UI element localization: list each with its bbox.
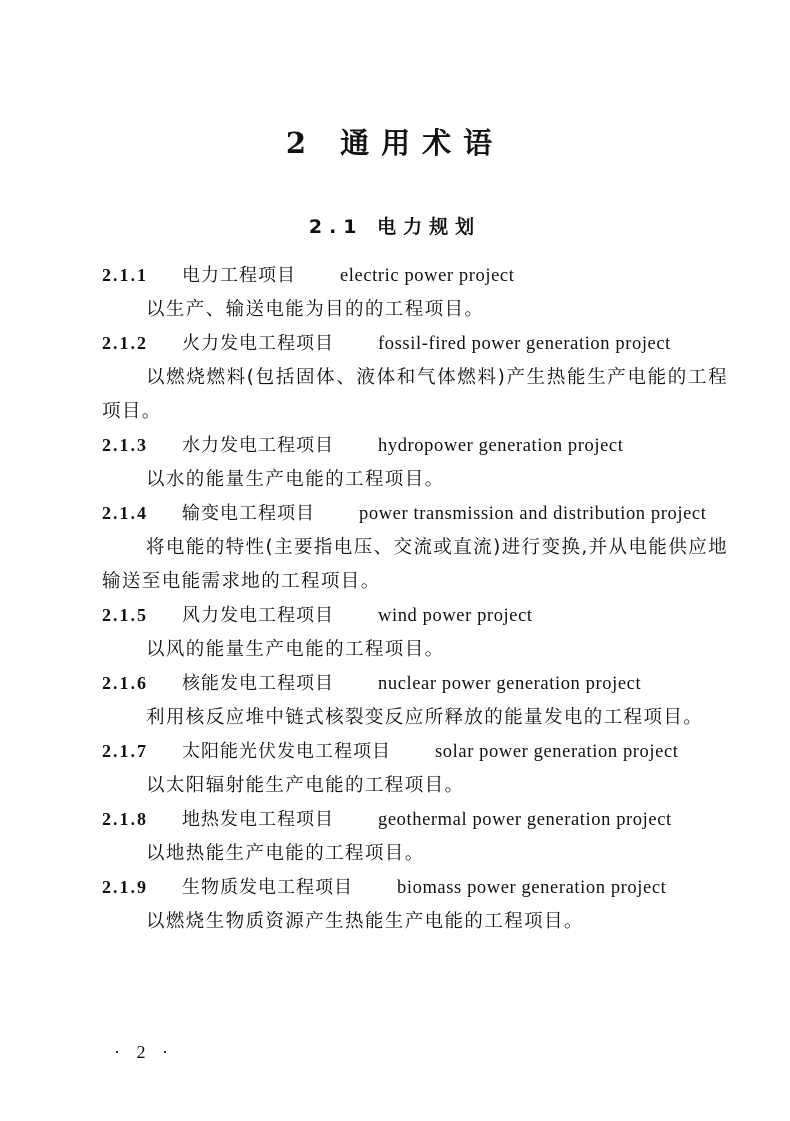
term-heading xyxy=(102,735,728,769)
term-chinese-name: 地热发电工程项目 xyxy=(182,809,334,830)
term-number: 2.1.6 xyxy=(102,673,148,693)
section-title: 2.1 电力规划 xyxy=(308,216,482,238)
term-english-name: wind power project xyxy=(378,606,533,626)
term-entry xyxy=(102,599,728,667)
term-chinese-name: 风力发电工程项目 xyxy=(182,605,334,626)
term-heading xyxy=(102,803,728,837)
term-chinese-name: 生物质发电工程项目 xyxy=(182,877,353,898)
term-heading xyxy=(102,667,728,701)
term-heading xyxy=(102,871,728,905)
term-entry xyxy=(102,803,728,871)
term-english-name: nuclear power generation project xyxy=(378,674,642,694)
term-chinese-name: 核能发电工程项目 xyxy=(182,673,334,694)
chapter-title: 2 通用术语 xyxy=(285,126,505,160)
term-english-name: solar power generation project xyxy=(435,742,679,762)
term-definition: 以太阳辐射能生产电能的工程项目。 xyxy=(146,775,465,796)
term-english-name: geothermal power generation project xyxy=(378,810,672,830)
term-entry xyxy=(102,327,728,429)
term-heading xyxy=(102,259,728,293)
term-definition: 利用核反应堆中链式核裂变反应所释放的能量发电的工程项目。 xyxy=(146,707,704,728)
term-definition: 以燃烧燃料(包括固体、液体和气体燃料)产生热能生产电能的工程项目。 xyxy=(102,367,728,422)
term-number: 2.1.8 xyxy=(102,809,148,829)
term-number: 2.1.2 xyxy=(102,333,148,353)
term-definition: 以燃烧生物质资源产生热能生产电能的工程项目。 xyxy=(146,911,584,932)
term-definition: 以风的能量生产电能的工程项目。 xyxy=(146,639,445,660)
term-number: 2.1.5 xyxy=(102,605,148,625)
term-heading xyxy=(102,599,728,633)
page-number: · 2 · xyxy=(114,1042,174,1062)
term-entry xyxy=(102,871,728,939)
term-english-name: hydropower generation project xyxy=(378,436,624,456)
term-definition: 以地热能生产电能的工程项目。 xyxy=(146,843,425,864)
term-chinese-name: 电力工程项目 xyxy=(182,265,296,286)
term-english-name: fossil-fired power generation project xyxy=(378,334,671,354)
term-chinese-name: 输变电工程项目 xyxy=(182,503,315,524)
term-heading xyxy=(102,327,728,361)
term-number: 2.1.3 xyxy=(102,435,148,455)
term-heading xyxy=(102,497,728,531)
term-entry xyxy=(102,429,728,497)
term-chinese-name: 水力发电工程项目 xyxy=(182,435,334,456)
term-definition: 以生产、输送电能为目的的工程项目。 xyxy=(146,299,485,320)
term-number: 2.1.7 xyxy=(102,741,148,761)
term-english-name: biomass power generation project xyxy=(397,878,667,898)
term-english-name: electric power project xyxy=(340,266,515,286)
term-english-name: power transmission and distribution project xyxy=(359,504,707,524)
term-number: 2.1.4 xyxy=(102,503,148,523)
term-entry xyxy=(102,259,728,327)
term-definition: 以水的能量生产电能的工程项目。 xyxy=(146,469,445,490)
term-definition: 将电能的特性(主要指电压、交流或直流)进行变换,并从电能供应地输送至电能需求地的工程项目。 xyxy=(102,537,728,592)
term-entry xyxy=(102,667,728,735)
term-list xyxy=(102,259,728,939)
term-heading xyxy=(102,429,728,463)
term-number: 2.1.1 xyxy=(102,265,148,285)
term-number: 2.1.9 xyxy=(102,877,148,897)
term-entry xyxy=(102,497,728,599)
term-chinese-name: 火力发电工程项目 xyxy=(182,333,334,354)
term-chinese-name: 太阳能光伏发电工程项目 xyxy=(182,741,391,762)
term-entry xyxy=(102,735,728,803)
